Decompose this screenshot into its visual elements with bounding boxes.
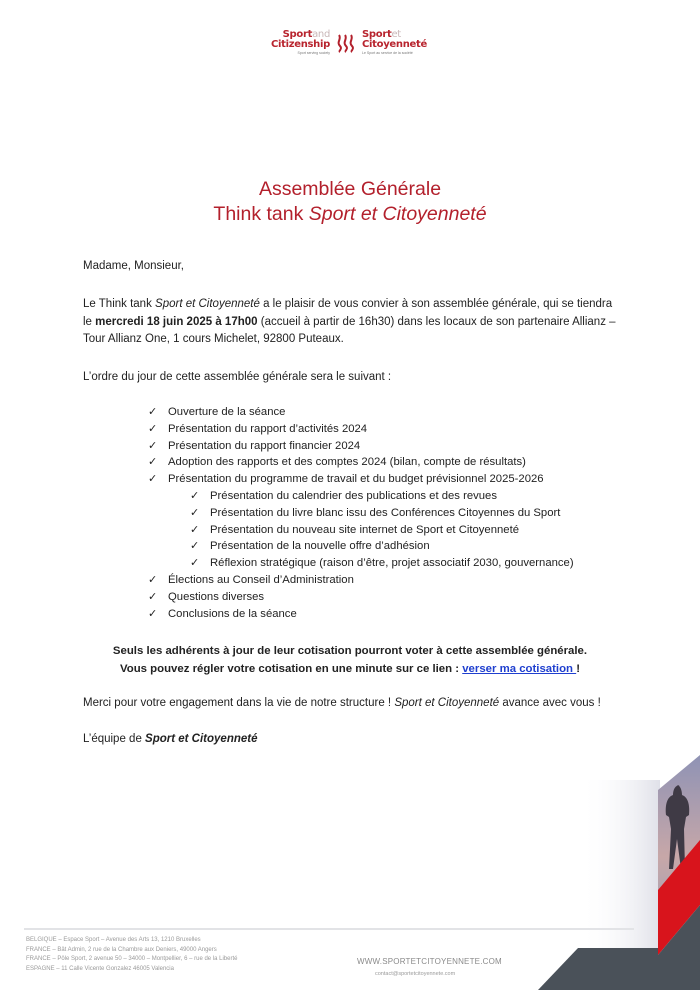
logo-left-tagline: Sport serving society	[297, 51, 330, 55]
thanks-paragraph	[83, 695, 618, 713]
logo-flame-icon	[336, 33, 358, 53]
agenda-item	[148, 572, 574, 589]
pay-membership-link[interactable]: verser ma cotisation	[462, 663, 577, 675]
footer-address-france-1: FRANCE – Bât Admin, 2 rue de la Chambre aux Deniers, 49000 Angers	[26, 946, 217, 953]
checkmark-icon: ✓	[190, 506, 200, 519]
agenda-list	[148, 404, 574, 622]
agenda-item-label: Présentation du calendrier des publications et des revues	[210, 489, 497, 502]
agenda-item	[148, 404, 574, 421]
checkmark-icon: ✓	[190, 540, 200, 553]
thanks-text-1: Merci pour votre engagement dans la vie de notre structure !	[83, 697, 395, 709]
signature-prefix: L’équipe de	[83, 733, 146, 745]
intro-organization: Sport et Citoyenneté	[155, 298, 260, 310]
agenda-item-label: Conclusions de la séance	[168, 607, 297, 620]
agenda-item-label: Ouverture de la séance	[168, 406, 286, 418]
agenda-item-label: Présentation du programme de travail et du budget prévisionnel 2025-2026	[168, 473, 544, 486]
agenda-item	[148, 421, 574, 438]
logo-right-word2: Citoyenneté	[362, 39, 428, 50]
logo-sport-et-citoyennete	[362, 30, 442, 56]
checkmark-icon: ✓	[190, 489, 200, 502]
intro-paragraph	[83, 296, 618, 349]
agenda-item	[148, 522, 574, 539]
footer-email-link[interactable]: contact@sportetcitoyennete.com	[375, 971, 456, 977]
footer-address-france-2: FRANCE – Pôle Sport, 2 avenue 50 – 34000 – Montpellier, 6 – rue de la Liberté	[26, 956, 238, 962]
thanks-text-2: avance avec vous !	[499, 697, 601, 709]
payment-notice-suffix: !	[576, 663, 580, 675]
checkmark-icon: ✓	[148, 607, 158, 620]
agenda-item-label: Adoption des rapports et des comptes 2024 (bilan, compte de résultats)	[168, 456, 526, 469]
subtitle-prefix: Think tank	[213, 203, 309, 225]
subtitle-organization: Sport et Citoyenneté	[308, 203, 487, 225]
footer-address-belgium: BELGIQUE – Espace Sport – Avenue des Arts 13, 1210 Bruxelles	[26, 937, 201, 943]
logo-left-word1-light: and	[312, 29, 330, 40]
grey-base	[538, 948, 658, 990]
footer-divider	[24, 928, 634, 930]
footer-website-link[interactable]: WWW.SPORTETCITOYENNETE.COM	[357, 957, 502, 966]
checkmark-icon: ✓	[148, 456, 158, 469]
agenda-item-label: Présentation du rapport d’activités 2024	[168, 422, 368, 435]
voting-notice: Seuls les adhérents à jour de leur cotisation pourront voter à cette assemblée générale.	[112, 645, 588, 657]
checkmark-icon: ✓	[148, 590, 158, 603]
agenda-item-label: Réflexion stratégique (raison d’être, projet associatif 2030, gouvernance)	[210, 557, 574, 570]
signature-organization: Sport et Citoyenneté	[145, 733, 258, 745]
checkmark-icon: ✓	[148, 573, 158, 586]
agenda-item	[148, 471, 574, 488]
agenda-item	[148, 454, 574, 471]
agenda-item-label: Présentation du nouveau site internet de Sport et Citoyenneté	[210, 523, 519, 536]
checkmark-icon: ✓	[148, 422, 158, 435]
agenda-item	[148, 606, 574, 623]
checkmark-icon: ✓	[190, 523, 200, 536]
logo-right-tagline: Le Sport au service de la société	[362, 51, 413, 55]
agenda-item-label: Présentation du livre blanc issu des Conférences Citoyennes du Sport	[210, 506, 561, 519]
agenda-item	[148, 505, 574, 522]
payment-notice	[0, 660, 700, 678]
logo-left-word1: Sport	[282, 29, 313, 40]
agenda-item	[148, 555, 574, 572]
page-title: Assemblée Générale	[258, 178, 442, 200]
intro-text-2: a le plaisir de vous convier à son assemblée générale, qui se tiendra le	[83, 298, 613, 328]
agenda-item	[148, 488, 574, 505]
agenda-item-label: Présentation de la nouvelle offre d’adhésion	[210, 540, 430, 553]
agenda-item	[148, 589, 574, 606]
header-logo	[266, 30, 436, 66]
checkmark-icon: ✓	[190, 557, 200, 570]
footer-address-spain: ESPAGNE – 11 Calle Vicente Gonzalez 46005 Valencia	[26, 965, 174, 972]
checkmark-icon: ✓	[148, 473, 158, 486]
logo-left-word2: Citizenship	[270, 39, 330, 50]
logo-right-word1-light: et	[391, 29, 401, 40]
thanks-organization: Sport et Citoyenneté	[394, 697, 500, 709]
logo-sport-and-citizenship	[266, 30, 330, 56]
shadow-fade	[580, 780, 660, 960]
agenda-item	[148, 438, 574, 455]
agenda-intro: L’ordre du jour de cette assemblée générale sera le suivant :	[83, 371, 392, 383]
payment-notice-text: Vous pouvez régler votre cotisation en une minute sur ce lien :	[120, 663, 463, 675]
decorative-corner-graphic	[520, 740, 700, 990]
agenda-item-label: Élections au Conseil d’Administration	[168, 573, 354, 586]
salutation: Madame, Monsieur,	[83, 260, 184, 272]
intro-date: mercredi 18 juin 2025 à 17h00	[95, 315, 258, 328]
agenda-item	[148, 538, 574, 555]
intro-text-1: Le Think tank	[83, 298, 156, 310]
checkmark-icon: ✓	[148, 439, 158, 452]
logo-right-word1: Sport	[362, 29, 392, 40]
footer-addresses	[26, 936, 237, 974]
page-subtitle	[0, 202, 700, 226]
agenda-item-label: Présentation du rapport financier 2024	[168, 439, 361, 452]
checkmark-icon: ✓	[148, 406, 158, 418]
agenda-item-label: Questions diverses	[168, 590, 265, 603]
intro-text-3: (accueil à partir de 16h30) dans les locaux de son partenaire Allianz – Tour Allianz One, 1 cours Michelet, 92800 Puteaux.	[83, 315, 616, 345]
